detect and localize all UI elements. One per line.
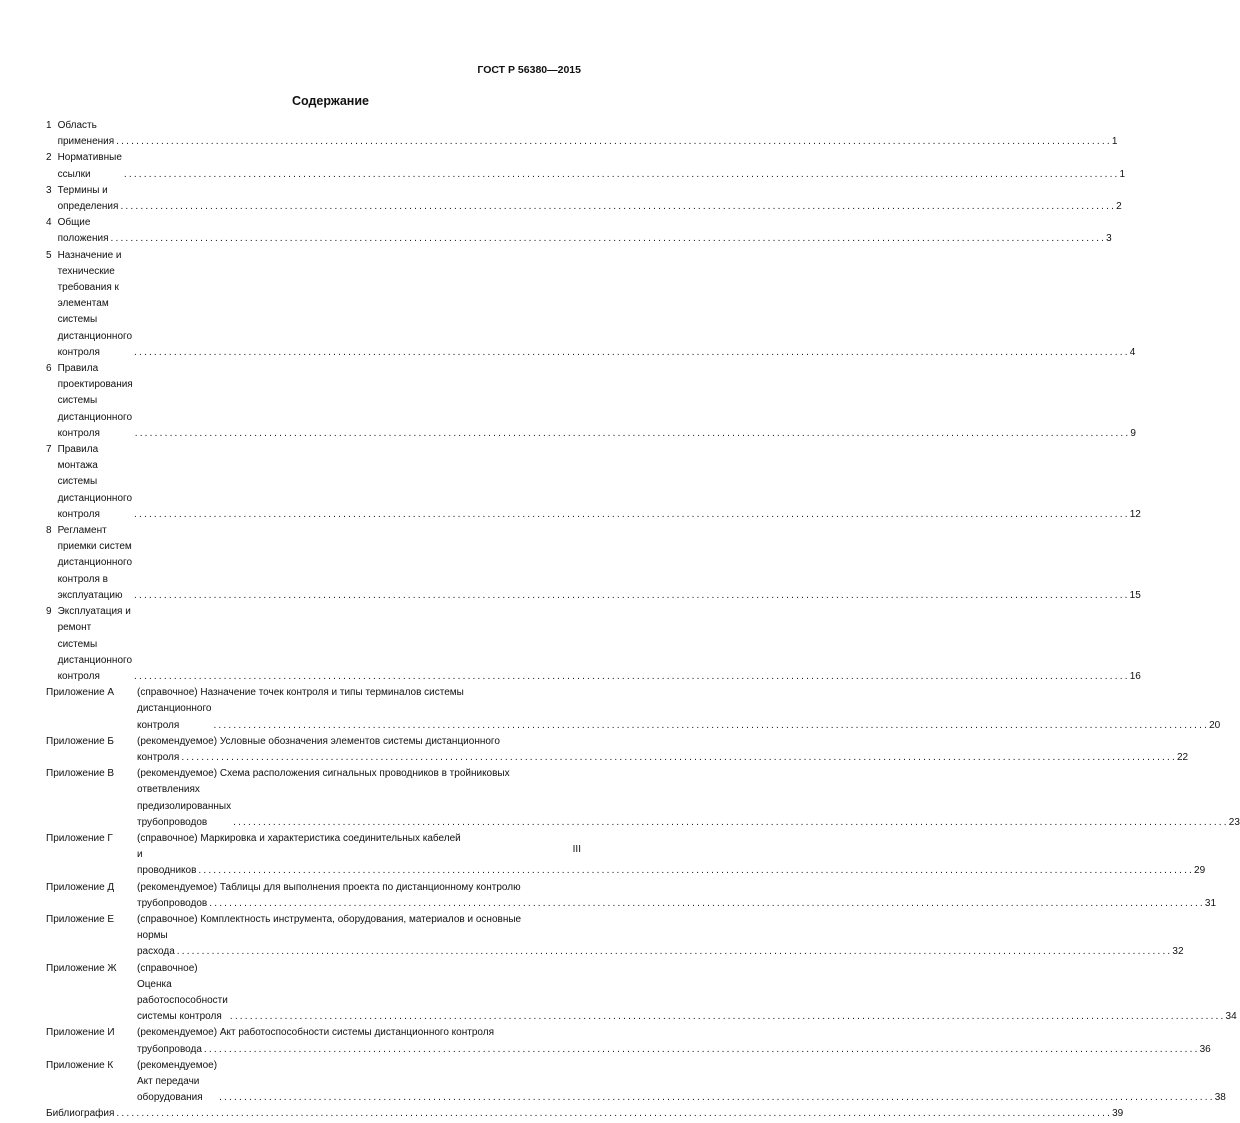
toc-item-title: и проводников [137,849,197,877]
dot-leader: ........................................................................................................................................................................................................ [198,865,1195,877]
toc-item-title: нормы расхода [137,930,175,958]
document-header: ГОСТ Р 56380—2015 [477,64,581,76]
toc-item[interactable] [46,1025,1211,1057]
toc-item-prefix: 4 [46,217,52,229]
toc-item-title: (рекомендуемое) Схема расположения сигнальных проводников в тройниковых [137,768,510,780]
dot-leader: ........................................................................................................................................................................................................ [123,168,1120,180]
dot-leader: ........................................................................................................................................................................................................ [181,751,1177,763]
dot-leader: ........................................................................................................................................................................................................ [134,346,1130,358]
toc-item-title: (рекомендуемое) Таблицы для выполнения проекта по дистанционному контролю [137,881,521,893]
toc-item-prefix: Приложение А [46,687,115,699]
toc-item-title: Термины и определения [57,184,119,213]
toc-item-title: (справочное) Маркировка и характеристика соединительных кабелей [137,832,461,844]
toc-item-page: 36 [1199,1043,1211,1055]
toc-item[interactable] [46,831,1206,880]
toc-item-prefix: Приложение Ж [46,962,117,974]
toc-item-title: Библиография [46,1108,115,1120]
toc-item-title: трубопроводов [137,897,208,909]
toc-item-prefix: 7 [46,444,52,456]
toc-item-page: 4 [1129,346,1136,358]
toc-item-title: Область применения [57,120,115,148]
toc-item-prefix: Приложение В [46,768,115,780]
toc-item-page: 1 [1119,168,1126,180]
toc-item[interactable] [46,734,1189,766]
toc-item[interactable] [46,685,1221,734]
dot-leader: ........................................................................................................................................................................................................ [209,897,1205,909]
toc-item-page: 12 [1129,508,1141,520]
toc-item-page: 38 [1214,1092,1226,1104]
toc-item[interactable] [46,361,1136,442]
toc-item-title: Правила монтажа системы дистанционного контроля [57,444,133,520]
toc-item[interactable] [46,961,1237,1026]
toc-item[interactable] [46,912,1184,961]
toc-item-page: 23 [1228,816,1240,828]
toc-item-prefix: 2 [46,152,52,164]
toc-item-page: 29 [1194,865,1206,877]
dot-leader: ........................................................................................................................................................................................................ [134,508,1130,520]
toc-item-prefix: Приложение К [46,1059,114,1071]
toc-item[interactable] [46,523,1141,604]
toc-item[interactable] [46,604,1141,685]
toc-item-prefix: 1 [46,120,52,131]
dot-leader: ........................................................................................................................................................................................................ [116,1108,1113,1120]
dot-leader: ........................................................................................................................................................................................................ [134,427,1131,439]
dot-leader: ........................................................................................................................................................................................................ [229,1011,1226,1023]
toc-item[interactable] [46,183,1122,215]
toc-item-prefix: 8 [46,525,52,537]
toc-item-prefix: 5 [46,249,52,261]
toc-item-page: 34 [1225,1011,1237,1023]
toc-item-page: 3 [1106,233,1112,245]
toc-item-prefix: 9 [46,606,52,618]
toc-item[interactable] [46,118,1118,150]
toc-item[interactable] [46,215,1112,247]
toc-item-title: Правила проектирования системы дистанционного контроля [57,363,133,439]
toc-item-title: Эксплуатация и ремонт системы дистанционного контроля [57,606,133,682]
dot-leader: ........................................................................................................................................................................................................ [176,946,1173,958]
toc-item[interactable] [46,880,1217,912]
toc-item-prefix: 3 [46,184,52,196]
toc-item-prefix: Приложение Д [46,881,115,893]
toc-item-page: 1 [1111,136,1118,148]
toc-item-page: 31 [1204,897,1217,909]
toc-item-title: Назначение и технические требования к элементам системы дистанционного контроля [57,249,133,358]
toc-item-title: Регламент приемки систем дистанционного контроля в эксплуатацию [57,525,133,601]
toc-item-title: (справочное) Оценка работоспособности системы контроля [137,962,228,1023]
toc-item-prefix: Приложение Б [46,735,114,747]
dot-leader: ........................................................................................................................................................................................................ [110,233,1107,245]
toc-item-prefix: 6 [46,363,52,375]
dot-leader: ........................................................................................................................................................................................................ [203,1043,1200,1055]
dot-leader: ........................................................................................................................................................................................................ [120,201,1117,213]
toc-item-prefix: Приложение Е [46,913,115,925]
dot-leader: ........................................................................................................................................................................................................ [134,670,1130,682]
toc-item[interactable] [46,766,1240,831]
toc-item-page: 9 [1130,427,1136,439]
toc-item-title: (справочное) Назначение точек контроля и типы терминалов системы [137,687,464,699]
toc-item-title: дистанционного контроля [137,703,212,731]
table-of-contents [46,118,1240,1123]
toc-item-page: 39 [1112,1108,1124,1120]
toc-item-title: (справочное) Комплектность инструмента, оборудования, материалов и основные [137,913,522,925]
toc-item-title: Нормативные ссылки [57,152,122,180]
toc-item-page: 22 [1176,751,1189,763]
toc-item[interactable] [46,1106,1124,1122]
dot-leader: ........................................................................................................................................................................................................ [233,816,1229,828]
toc-item-title: контроля [137,751,180,763]
toc-item-title: (рекомендуемое) Акт работоспособности системы дистанционного контроля [137,1027,494,1039]
toc-item-page: 20 [1209,719,1221,731]
dot-leader: ........................................................................................................................................................................................................ [219,1092,1215,1104]
dot-leader: ........................................................................................................................................................................................................ [134,589,1130,601]
toc-item-title: трубопровода [137,1043,202,1055]
dot-leader: ........................................................................................................................................................................................................ [116,136,1112,148]
toc-item-page: 2 [1116,201,1122,213]
toc-item[interactable] [46,442,1141,523]
page-title: Содержание [291,94,369,108]
toc-item-page: 15 [1129,589,1141,601]
page-number: III [572,844,581,855]
toc-item-title: (рекомендуемое) Акт передачи оборудования [137,1059,218,1104]
toc-item-page: 16 [1129,670,1141,682]
toc-item-title: (рекомендуемое) Условные обозначения элементов системы дистанционного [137,735,500,747]
toc-item-title: Общие положения [57,217,109,245]
toc-item-prefix: Приложение Г [46,832,113,844]
toc-item-title: ответвлениях предизолированных трубопроводов [137,784,232,828]
toc-item-page: 32 [1172,946,1184,958]
dot-leader: ........................................................................................................................................................................................................ [213,719,1210,731]
toc-item[interactable] [46,150,1126,182]
toc-item[interactable] [46,1058,1226,1107]
toc-item-prefix: Приложение И [46,1027,115,1039]
toc-item[interactable] [46,248,1136,361]
